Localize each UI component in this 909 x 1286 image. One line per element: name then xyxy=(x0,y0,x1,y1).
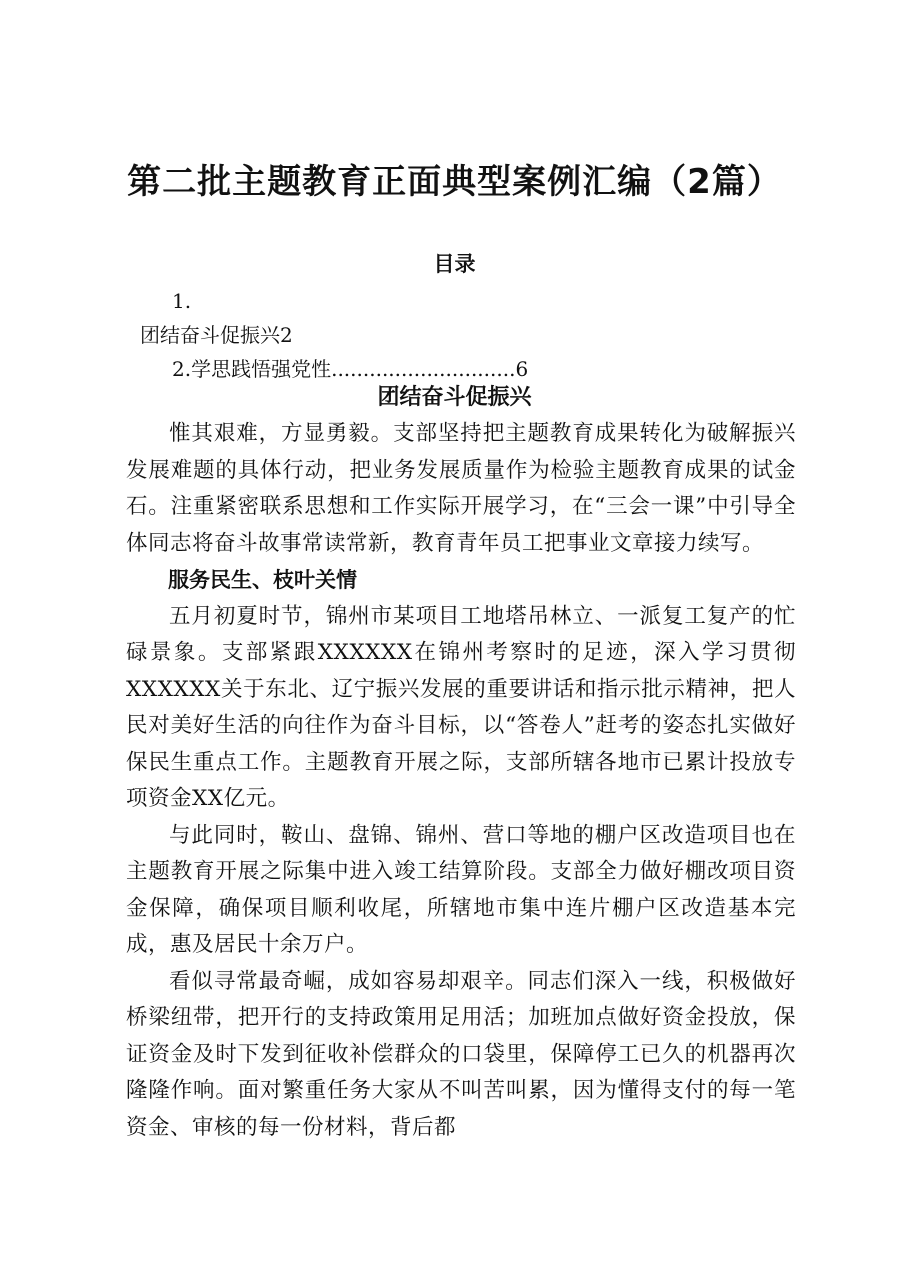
toc-heading: 目录 xyxy=(433,252,476,276)
intro-paragraph: 惟其艰难，方显勇毅。支部坚持把主题教育成果转化为破解振兴发展难题的具体行动，把业务发展质量作为检验主题教育成果的试金石。注重紧密联系思想和工作实际开展学习，在“三会一课”中引导全体同志将奋斗故事常读常新，教育青年员工把事业文章接力续写。 xyxy=(126,421,796,556)
toc-item-1-number: 1. xyxy=(172,289,192,313)
subheading: 服务民生、枝叶关情 xyxy=(168,568,357,592)
toc-item-1-text: 团结奋斗促振兴2 xyxy=(140,323,293,347)
body-paragraph-1: 五月初夏时节，锦州市某项目工地塔吊林立、一派复工复产的忙碌景象。支部紧跟XXXXXX在锦州考察时的足迹，深入学习贯彻XXXXXX关于东北、辽宁振兴发展的重要讲话和指示批示精神，把人民对美好生活的向往作为奋斗目标，以“答卷人”赶考的姿态扎实做好保民生重点工作。主题教育开展之际，支部所辖各地市已累计投放专项资金XX亿元。 xyxy=(126,603,796,811)
body-paragraph-2: 与此同时，鞍山、盘锦、锦州、营口等地的棚户区改造项目也在主题教育开展之际集中进入竣工结算阶段。支部全力做好棚改项目资金保障，确保项目顺利收尾，所辖地市集中连片棚户区改造基本完成，惠及居民十余万户。 xyxy=(126,822,796,957)
body-paragraph-3: 看似寻常最奇崛，成如容易却艰辛。同志们深入一线，积极做好桥梁纽带，把开行的支持政策用足用活；加班加点做好资金投放，保证资金及时下发到征收补偿群众的口袋里，保障停工已久的机器再次隆隆作响。面对繁重任务大家从不叫苦叫累，因为懂得支付的每一笔资金、审核的每一份材料，背后都 xyxy=(126,968,796,1140)
toc-item-2: 2.学思践悟强党性.............................6 xyxy=(172,357,529,381)
section-title: 团结奋斗促振兴 xyxy=(377,385,532,410)
document-title: 第二批主题教育正面典型案例汇编（2篇） xyxy=(127,162,782,202)
section-body xyxy=(126,416,796,1146)
